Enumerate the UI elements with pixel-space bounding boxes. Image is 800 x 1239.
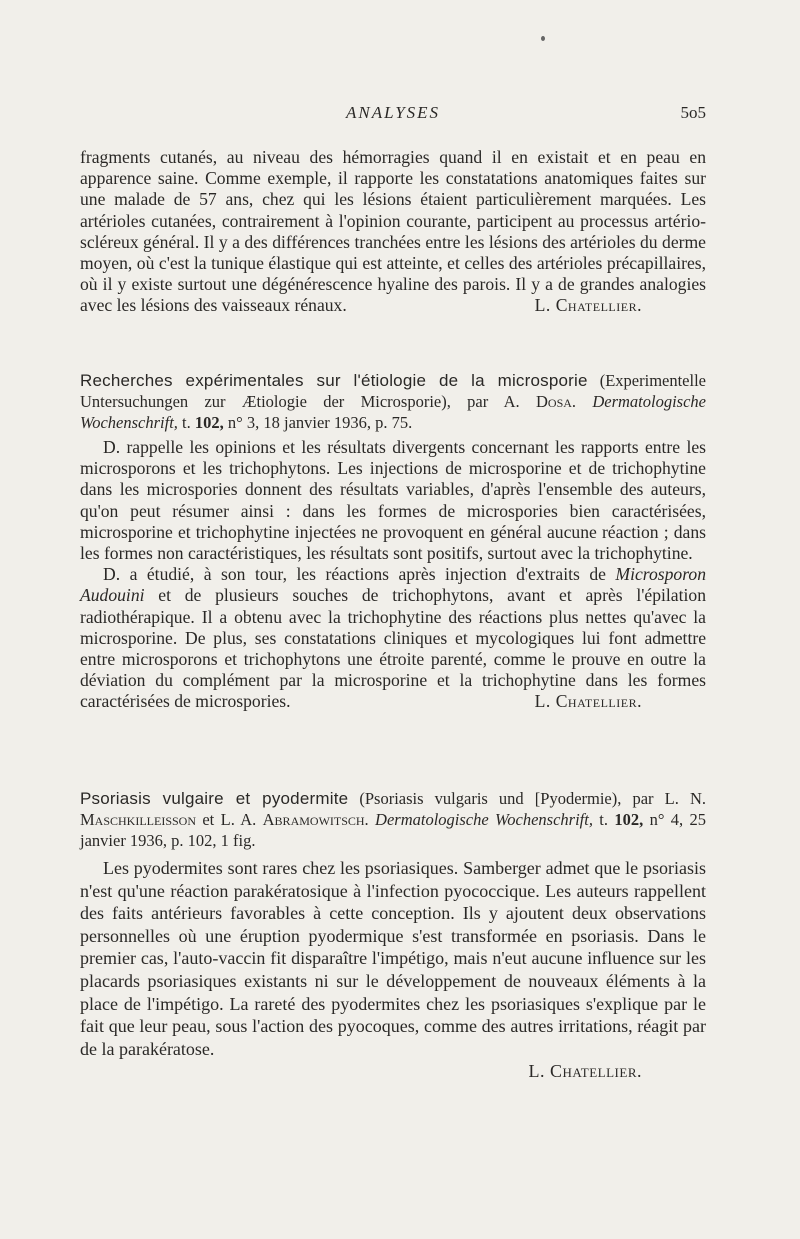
article-heading [80, 788, 706, 851]
volume-prefix: t. [182, 413, 191, 432]
journal-name: Dermatologische Wochenschrift, [80, 392, 706, 432]
article-author: Abramowitsch. [262, 810, 369, 829]
paragraph-text: D. a étudié, à son tour, les réactions après injection d'extraits de [103, 564, 606, 585]
volume-number: 102, [614, 810, 644, 829]
journal-name: Dermatologische Wochenschrift, [375, 810, 593, 829]
article-author: Maschkilleisson [80, 810, 197, 829]
continued-paragraph [80, 147, 706, 317]
signature: L. Chatellier. [528, 1061, 642, 1082]
article-psoriasis [80, 788, 706, 1083]
paragraph [80, 564, 706, 712]
article-reference: et L. A. [202, 810, 257, 829]
article-title: Recherches expérimentales sur l'étiologie de la microsporie [80, 371, 588, 390]
continued-article [80, 147, 706, 317]
issue-info: n° 3, 18 janvier 1936, p. 75. [227, 413, 413, 432]
article-reference: (Experimentelle Untersuchungen zur Ætiologie der Microsporie), par A. [80, 371, 707, 411]
signature: L. Chatellier. [534, 295, 642, 316]
article-title: Psoriasis vulgaire et pyodermite [80, 789, 349, 808]
page-number: 5o5 [680, 103, 706, 122]
continued-text: fragments cutanés, au niveau des hémorragies quand il en existait et en peau en apparence saine. Comme exemple, il rapporte les constatations anatomiques faites sur une malade de 57 ans, chez qui les lésions étaient particulièrement marquées. Les artérioles cutanées, contrairement à l'opinion courante, participent au processus artério-scléreux général. Il y a des différences tranchées entre les lésions des artérioles du derme moyen, où c'est la tunique élastique qui est atteinte, et celles des artérioles précapillaires, où il y existe surtout une dégénérescence hyaline des parois. Il y a de grandes analogies avec les lésions des vaisseaux rénaux. [80, 147, 706, 316]
article-microsporie [80, 370, 706, 713]
issue-info: n° 4, 25 janvier 1936, p. 102, 1 fig. [80, 810, 706, 850]
printing-speck [541, 36, 545, 41]
paragraph-text: et de plusieurs souches de trichophytons, avant et après l'épilation radiothérapique. Il a obtenu avec la trichophytine des réactions plus nettes qu'avec la microsporine. De plus, ses constatations cliniques et mycologiques lui font admettre entre microsporons et trichophytons une étroite parenté, comme le prouve en outre la déviation du complément par la microsporine et la trichophytine dans les formes caractérisées de microspories. [80, 585, 706, 712]
page-header [80, 101, 706, 127]
signature: L. Chatellier. [534, 691, 642, 712]
article-heading [80, 370, 706, 433]
species-name: Microsporon Audouini [80, 564, 706, 606]
volume-number: 102, [194, 413, 224, 432]
running-head: ANALYSES [345, 103, 441, 122]
article-reference: (Psoriasis vulgaris und [Pyodermie), par L. N. [359, 789, 707, 808]
paragraph: D. rappelle les opinions et les résultats divergents concernant les rapports entre les microsporons et les trichophytons. Les injections de microsporine et de trichophytine dans les microspories donnent des résultats variables, d'après l'ensemble des auteurs, qu'on peut résumer ainsi : dans les formes de microspories bien caractérisées, microsporine et trichophytine injectées ne provoquent en général aucune réaction ; dans les formes non caractéristiques, les résultats sont positifs, surtout avec la trichophytine. [80, 437, 706, 564]
article-author: Dosa. [535, 392, 577, 411]
paragraph: Les pyodermites sont rares chez les psoriasiques. Samberger admet que le psoriasis n'est qu'une réaction parakératosique à l'infection pyococcique. Les auteurs rappellent des faits antérieurs favorables à cette conception. Ils y ajoutent deux observations personnelles où une éruption pyodermique s'est transformée en psoriasis. Dans le premier cas, l'auto-vaccin fit disparaître l'impétigo, mais n'eut aucune influence sur les placards psoriasiques existants ni sur le développement de nouveaux éléments à la place de l'impétigo. La rareté des pyodermites chez les psoriasiques s'explique par le fait que leur peau, sous l'action des pyocoques, comme des autres irritations, réagit par de la parakératose. [80, 858, 706, 1059]
volume-prefix: t. [599, 810, 609, 829]
